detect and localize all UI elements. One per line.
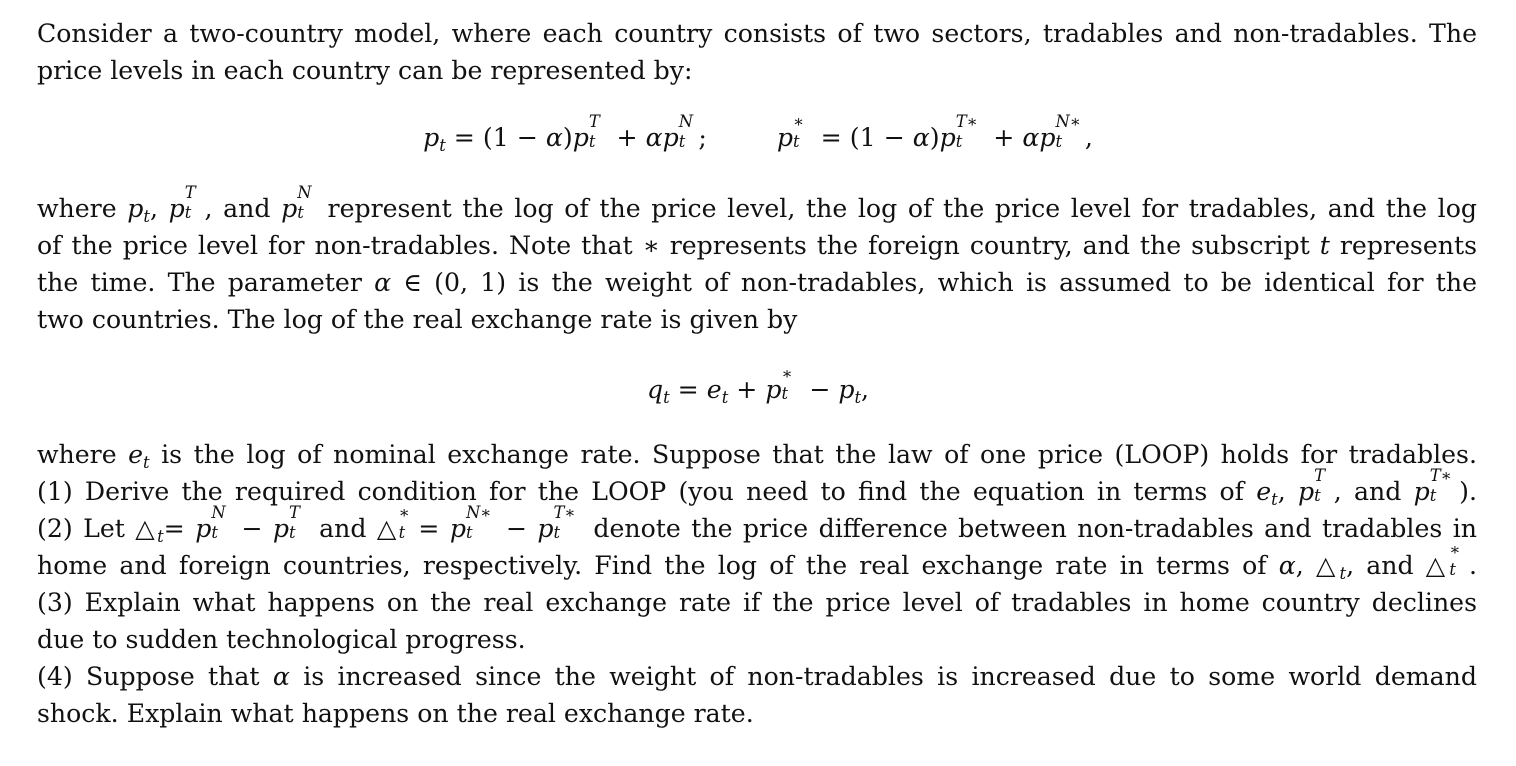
definitions-line-3: the time. The parameter α ∈ (0, 1) is the weight of non-tradables, which is assumed to be identical for the bbox=[37, 268, 1477, 297]
intro-line-1: Consider a two-country model, where each country consists of two sectors, tradables and non-tradables. The bbox=[37, 19, 1477, 48]
home-price-equation: $p_t = (1 - \alpha)p$ T t + αp N t ; bbox=[423, 112, 707, 155]
intro-paragraph bbox=[37, 15, 1477, 89]
price-level-equations bbox=[0, 112, 1516, 158]
real-exchange-rate-equation: $q_t = e_t + p$ ∗ t − $p_t$, bbox=[646, 364, 870, 407]
question-2-line-2: home and foreign countries, respectively. Find the log of the real exchange rate in terms of α, $\triangle_t$, and △ ∗ t . bbox=[37, 540, 1477, 583]
definitions-paragraph bbox=[37, 183, 1477, 338]
definitions-line-2: of the price level for non-tradables. Note that ∗ represents the foreign country, and the subscript t represents bbox=[37, 231, 1477, 260]
question-4-line-2: shock. Explain what happens on the real exchange rate. bbox=[37, 699, 754, 728]
question-3-line-2: due to sudden technological progress. bbox=[37, 625, 526, 654]
question-2-line-1: (2) Let $\triangle_t= p$ N t − p T t and △ ∗ t = p N∗ t − p T∗ t denote the price difference between non-tradables and tradables in bbox=[37, 503, 1477, 546]
questions-paragraph bbox=[37, 436, 1477, 732]
question-3-line-1: (3) Explain what happens on the real exchange rate if the price level of tradables in home country declines bbox=[37, 588, 1477, 617]
question-1: (1) Derive the required condition for the LOOP (you need to find the equation in terms of $e_t$, p T t , and p T∗ t ). bbox=[37, 466, 1477, 509]
questions-line-intro: where $e_t$ is the log of nominal exchange rate. Suppose that the law of one price (LOOP) holds for tradables. bbox=[37, 440, 1477, 472]
intro-line-2: price levels in each country can be represented by: bbox=[37, 56, 693, 85]
foreign-price-equation: p ∗ t = (1 − α)p T∗ t + αp N∗ t , bbox=[776, 112, 1093, 152]
question-4-line-1: (4) Suppose that α is increased since the weight of non-tradables is increased due to some world demand bbox=[37, 662, 1477, 691]
definitions-line-4: two countries. The log of the real exchange rate is given by bbox=[37, 305, 798, 334]
definitions-line-1: where $p_t$, p T t , and p N t represent the log of the price level, the log of the price level for tradables, and the log bbox=[37, 183, 1477, 226]
